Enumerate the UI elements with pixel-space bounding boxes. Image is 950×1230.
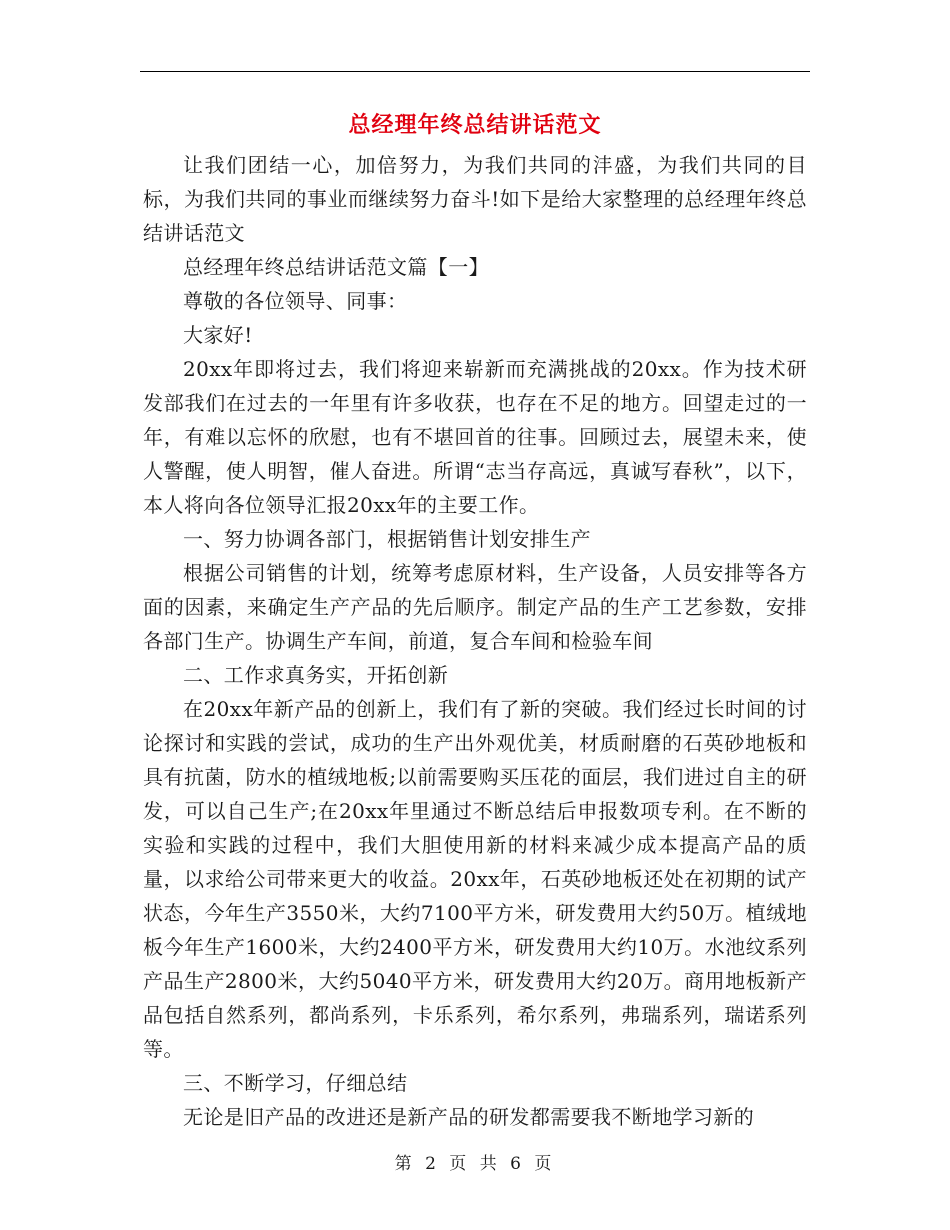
paragraph-year-review: 20xx年即将过去，我们将迎来崭新而充满挑战的20xx。作为技术研发部我们在过去的一年里有许多收获，也存在不足的地方。回望走过的一年，有难以忘怀的欣慰，也有不堪回首的往事。回顾过去，展望未来，使人警醒，使人明智，催人奋进。所谓“志当存高远，真诚写春秋”，以下，本人将向各位领导汇报20xx年的主要工作。 — [143, 357, 807, 517]
document-title: 总经理年终总结讲话范文 — [348, 113, 602, 138]
salutation: 尊敬的各位领导、同事： — [183, 289, 408, 313]
page-number-footer: 第 2 页 共 6 页 — [394, 1154, 556, 1174]
header-rule — [140, 71, 810, 72]
section-heading-part-one: 总经理年终总结讲话范文篇【一】 — [183, 255, 489, 279]
heading-section-3: 三、不断学习，仔细总结 — [183, 1071, 408, 1095]
heading-section-1: 一、努力协调各部门，根据销售计划安排生产 — [183, 527, 591, 551]
document-body — [143, 148, 807, 1134]
paragraph-intro: 让我们团结一心，加倍努力，为我们共同的沣盛，为我们共同的目标，为我们共同的事业而继续努力奋斗!如下是给大家整理的总经理年终总结讲话范文 — [143, 153, 807, 245]
paragraph-section-3: 无论是旧产品的改进还是新产品的研发都需要我不断地学习新的 — [183, 1105, 755, 1129]
paragraph-section-2: 在20xx年新产品的创新上，我们有了新的突破。我们经过长时间的讨论探讨和实践的尝试，成功的生产出外观优美，材质耐磨的石英砂地板和具有抗菌，防水的植绒地板;以前需要购买压花的面层，我们进过自主的研发，可以自己生产;在20xx年里通过不断总结后申报数项专利。在不断的实验和实践的过程中，我们大胆使用新的材料来减少成本提高产品的质量，以求给公司带来更大的收益。20xx年，石英砂地板还处在初期的试产状态，今年生产3550米，大约7100平方米，研发费用大约50万。植绒地板今年生产1600米，大约2400平方米，研发费用大约10万。水池纹系列产品生产2800米，大约5040平方米，研发费用大约20万。商用地板新产品包括自然系列，都尚系列，卡乐系列，希尔系列，弗瑞系列，瑞诺系列等。 — [143, 697, 807, 1061]
paragraph-section-1: 根据公司销售的计划，统筹考虑原材料，生产设备，人员安排等各方面的因素，来确定生产产品的先后顺序。制定产品的生产工艺参数，安排各部门生产。协调生产车间，前道，复合车间和检验车间 — [143, 561, 807, 653]
heading-section-2: 二、工作求真务实，开拓创新 — [183, 663, 449, 687]
greeting: 大家好! — [183, 323, 253, 347]
